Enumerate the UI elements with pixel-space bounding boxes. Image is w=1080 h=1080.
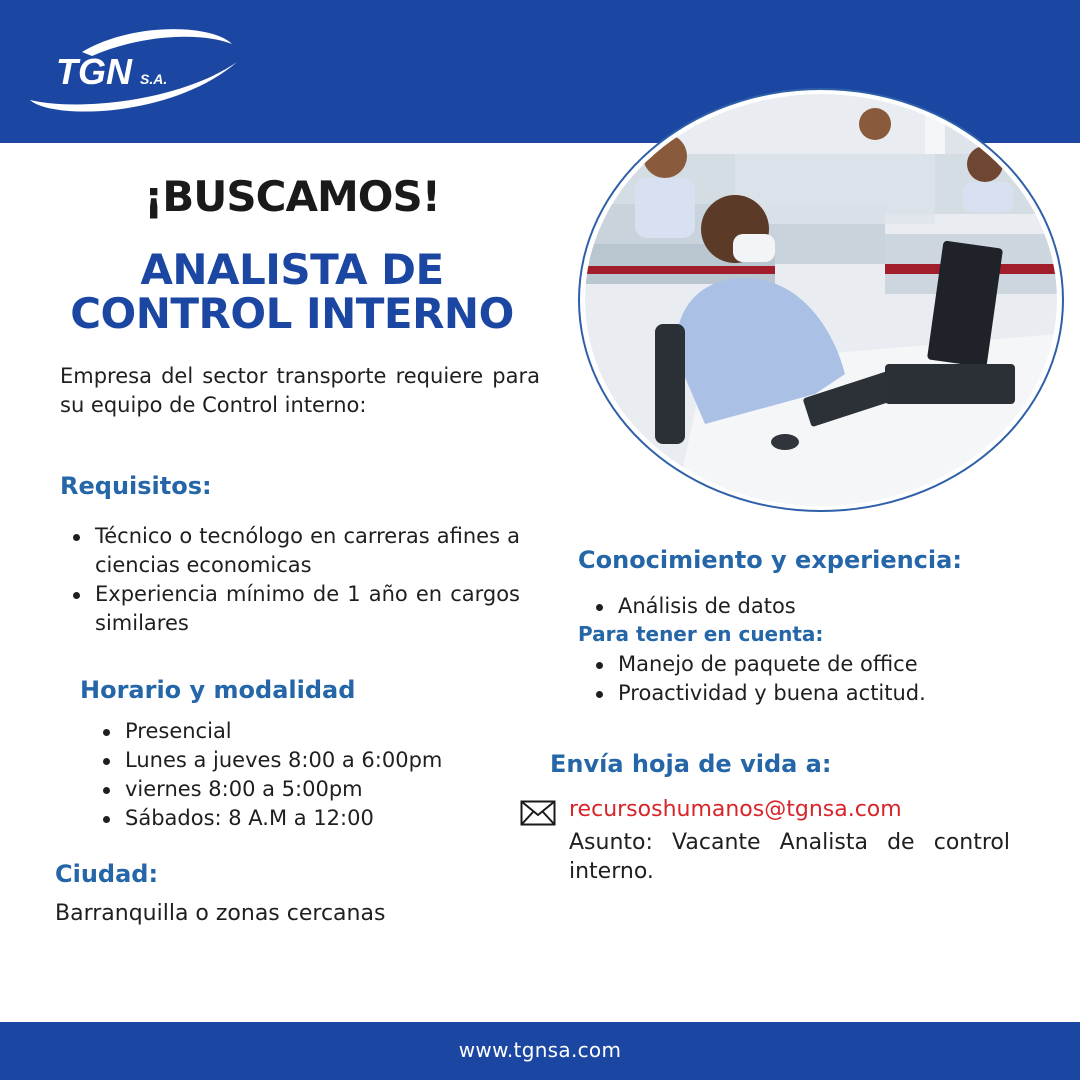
horario-title: Horario y modalidad	[80, 676, 356, 704]
list-item	[95, 522, 520, 580]
asunto-text: Asunto: Vacante Analista de control interno.	[569, 830, 1010, 884]
bullet-icon	[103, 787, 110, 794]
company-logo	[22, 22, 247, 122]
conocimiento-list	[618, 592, 1018, 621]
requisitos-title: Requisitos:	[60, 472, 212, 500]
office-photo	[585, 94, 1057, 506]
list-item	[618, 650, 1018, 679]
list-item-text: Presencial	[125, 719, 232, 743]
envia-title: Envía hoja de vida a:	[550, 750, 832, 778]
list-item	[125, 775, 485, 804]
list-item-text: Lunes a jueves 8:00 a 6:00pm	[125, 748, 443, 772]
list-item-text: Manejo de paquete de office	[618, 652, 918, 676]
logo-text: TGN	[56, 51, 132, 92]
headline-kicker: ¡BUSCAMOS!	[144, 172, 440, 221]
bullet-icon	[596, 691, 603, 698]
list-item	[125, 717, 485, 746]
logo-suffix: S.A.	[140, 71, 168, 87]
bullet-icon	[103, 758, 110, 765]
job-title-line1: ANALISTA DE	[140, 245, 444, 294]
list-item	[95, 580, 520, 638]
ciudad-title: Ciudad:	[55, 860, 159, 888]
list-item-text: Análisis de datos	[618, 594, 796, 618]
email-link[interactable]: recursoshumanos@tgnsa.com	[569, 797, 902, 822]
tener-en-cuenta-list	[618, 650, 1018, 708]
ciudad-value: Barranquilla o zonas cercanas	[55, 901, 386, 926]
bullet-icon	[103, 729, 110, 736]
horario-list	[125, 717, 485, 833]
job-title	[40, 245, 544, 338]
list-item	[618, 679, 1018, 708]
bullet-icon	[73, 592, 80, 599]
conocimiento-title: Conocimiento y experiencia:	[578, 546, 962, 574]
list-item-text: Técnico o tecnólogo en carreras afines a ciencias economicas	[95, 524, 520, 577]
bullet-icon	[596, 662, 603, 669]
list-item	[125, 804, 485, 833]
website-link[interactable]: www.tgnsa.com	[458, 1038, 622, 1062]
bullet-icon	[596, 604, 603, 611]
list-item-text: Experiencia mínimo de 1 año en cargos similares	[95, 582, 520, 635]
list-item	[618, 592, 1018, 621]
tener-en-cuenta-title: Para tener en cuenta:	[578, 622, 824, 646]
requisitos-list	[95, 522, 520, 638]
job-title-line2: CONTROL INTERNO	[70, 289, 514, 338]
list-item	[125, 746, 485, 775]
list-item-text: Proactividad y buena actitud.	[618, 681, 926, 705]
bullet-icon	[103, 816, 110, 823]
list-item-text: Sábados: 8 A.M a 12:00	[125, 806, 374, 830]
envelope-icon	[520, 800, 556, 826]
intro-text: Empresa del sector transporte requiere para su equipo de Control interno:	[60, 364, 540, 417]
list-item-text: viernes 8:00 a 5:00pm	[125, 777, 363, 801]
bullet-icon	[73, 534, 80, 541]
